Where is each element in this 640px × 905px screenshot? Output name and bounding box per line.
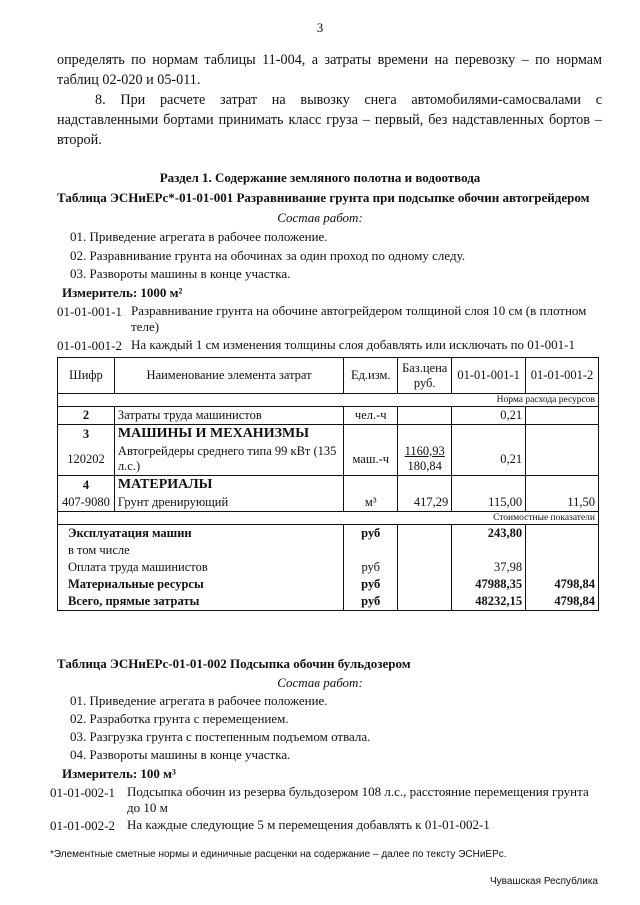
- page-number: 3: [316, 20, 324, 35]
- header-cell: Шифр: [58, 358, 115, 394]
- table1-item-desc: Разравнивание грунта на обочине автогрейдером толщиной слоя 10 см (в плотном теле): [131, 303, 587, 334]
- table1-item-code: 01-01-001-1: [57, 304, 122, 319]
- table1-item-desc: На каждый 1 см изменения толщины слоя добавлять или исключать по 01-001-1: [131, 337, 575, 352]
- header-cell: Баз.цена руб.: [398, 358, 452, 394]
- summary-name: Оплата труда машинистов: [58, 559, 344, 576]
- summary-name: в том числе: [58, 542, 344, 559]
- region-label: Чувашская Республика: [490, 876, 598, 887]
- table1-step: 02. Разравнивание грунта на обочинах за один проход по одному следу.: [70, 248, 466, 263]
- summary-unit: руб: [344, 525, 398, 543]
- cell-value: 0,21: [452, 443, 526, 476]
- summary-name: Эксплуатация машин: [58, 525, 344, 543]
- table1-title: Таблица ЭСНиЕРс*-01-01-001 Разравнивание грунта при подсыпке обочин автогрейдером: [57, 190, 590, 205]
- summary-unit: руб: [344, 576, 398, 593]
- header-cell: Наименование элемента затрат: [114, 358, 343, 394]
- table1-item-code: 01-01-001-2: [57, 338, 122, 353]
- resource-table: [57, 357, 599, 611]
- cell-value: 11,50: [526, 494, 599, 512]
- table1-step: 01. Приведение агрегата в рабочее положение.: [70, 229, 328, 244]
- table2-step: 03. Разгрузка грунта с постепенным подъемом отвала.: [70, 729, 371, 744]
- summary-value: [526, 559, 599, 576]
- cell-price: 417,29: [398, 494, 452, 512]
- cell-price: 1160,93: [404, 444, 445, 458]
- section-title: Раздел 1. Содержание земляного полотна и водоотвода: [159, 170, 481, 185]
- cell-value: [526, 407, 599, 425]
- cell-unit: маш.-ч: [344, 443, 398, 476]
- cell-price: 180,84: [407, 459, 442, 473]
- summary-row: [58, 559, 599, 576]
- summary-value: 4798,84: [526, 593, 599, 611]
- cell-unit: м³: [344, 494, 398, 512]
- cell-name: Автогрейдеры среднего типа 99 кВт (135 л.с.): [114, 443, 343, 476]
- table2-item-desc: Подсыпка обочин из резерва бульдозером 108 л.с., расстояние перемещения грунта до 10 м: [127, 784, 589, 815]
- table-row: [58, 407, 599, 425]
- table1-step: 03. Развороты машины в конце участка.: [70, 266, 291, 281]
- summary-value: 48232,15: [452, 593, 526, 611]
- table2-item-desc: На каждые следующие 5 м перемещения добавлять к 01-01-002-1: [127, 817, 490, 832]
- table2-title: Таблица ЭСНиЕРс-01-01-002 Подсыпка обочин бульдозером: [57, 656, 411, 671]
- summary-row: [58, 593, 599, 611]
- table-row: [58, 443, 599, 476]
- cell-value: 115,00: [452, 494, 526, 512]
- intro-point-8: 8. При расчете затрат на вывозку снега автомобилями-самосвалами с надставленными бортами принимать класс груза – первый, без надставленных бортов – второй.: [57, 92, 602, 148]
- summary-value: 37,98: [452, 559, 526, 576]
- table2-item-code: 01-01-002-1: [50, 785, 115, 800]
- header-cell: 01-01-001-1: [452, 358, 526, 394]
- summary-unit: руб: [344, 559, 398, 576]
- summary-row: [58, 576, 599, 593]
- cell-value: [526, 443, 599, 476]
- cell-name: Грунт дренирующий: [114, 494, 343, 512]
- cell-name: Затраты труда машинистов: [114, 407, 343, 425]
- summary-row: [58, 525, 599, 543]
- table2-step: 04. Развороты машины в конце участка.: [70, 747, 291, 762]
- summary-unit: руб: [344, 593, 398, 611]
- header-cell: Ед.изм.: [344, 358, 398, 394]
- cell-code: 3: [58, 425, 115, 444]
- table1-izmeritel: Измеритель: 1000 м²: [62, 285, 183, 300]
- table2-step: 01. Приведение агрегата в рабочее положение.: [70, 693, 328, 708]
- summary-value: 243,80: [452, 525, 526, 543]
- table2-izmeritel: Измеритель: 100 м³: [62, 766, 176, 781]
- cell-unit: чел.-ч: [344, 407, 398, 425]
- table-row: [58, 476, 599, 495]
- table2-step: 02. Разработка грунта с перемещением.: [70, 711, 289, 726]
- summary-name: Материальные ресурсы: [58, 576, 344, 593]
- summary-value: [526, 525, 599, 543]
- cell-code: 4: [58, 476, 115, 495]
- table1-sostav-label: Состав работ:: [277, 210, 363, 225]
- table2-item-code: 01-01-002-2: [50, 818, 115, 833]
- table-header-row: [58, 358, 599, 394]
- table-row: [58, 494, 599, 512]
- table-row: [58, 425, 599, 444]
- header-cell: 01-01-001-2: [526, 358, 599, 394]
- intro-continuation: определять по нормам таблицы 11-004, а затраты времени на перевозку – по нормам таблиц 02-020 и 05-011.: [57, 52, 602, 88]
- norma-label: Норма расхода ресурсов: [58, 394, 599, 407]
- summary-row: [58, 542, 599, 559]
- cell-code: 407-9080: [58, 494, 115, 512]
- cell-value: 0,21: [452, 407, 526, 425]
- summary-value: 4798,84: [526, 576, 599, 593]
- footnote: *Элементные сметные нормы и единичные расценки на содержание – далее по тексту ЭСНиЕРс.: [50, 849, 507, 860]
- cell-group-name: МАШИНЫ И МЕХАНИЗМЫ: [114, 425, 343, 444]
- summary-name: Всего, прямые затраты: [58, 593, 344, 611]
- cell-code: 2: [58, 407, 115, 425]
- cell-group-name: МАТЕРИАЛЫ: [114, 476, 343, 495]
- table2-sostav-label: Состав работ:: [277, 675, 363, 690]
- cell-code: 120202: [58, 443, 115, 476]
- cost-label: Стоимостные показатели: [58, 512, 599, 525]
- summary-value: 47988,35: [452, 576, 526, 593]
